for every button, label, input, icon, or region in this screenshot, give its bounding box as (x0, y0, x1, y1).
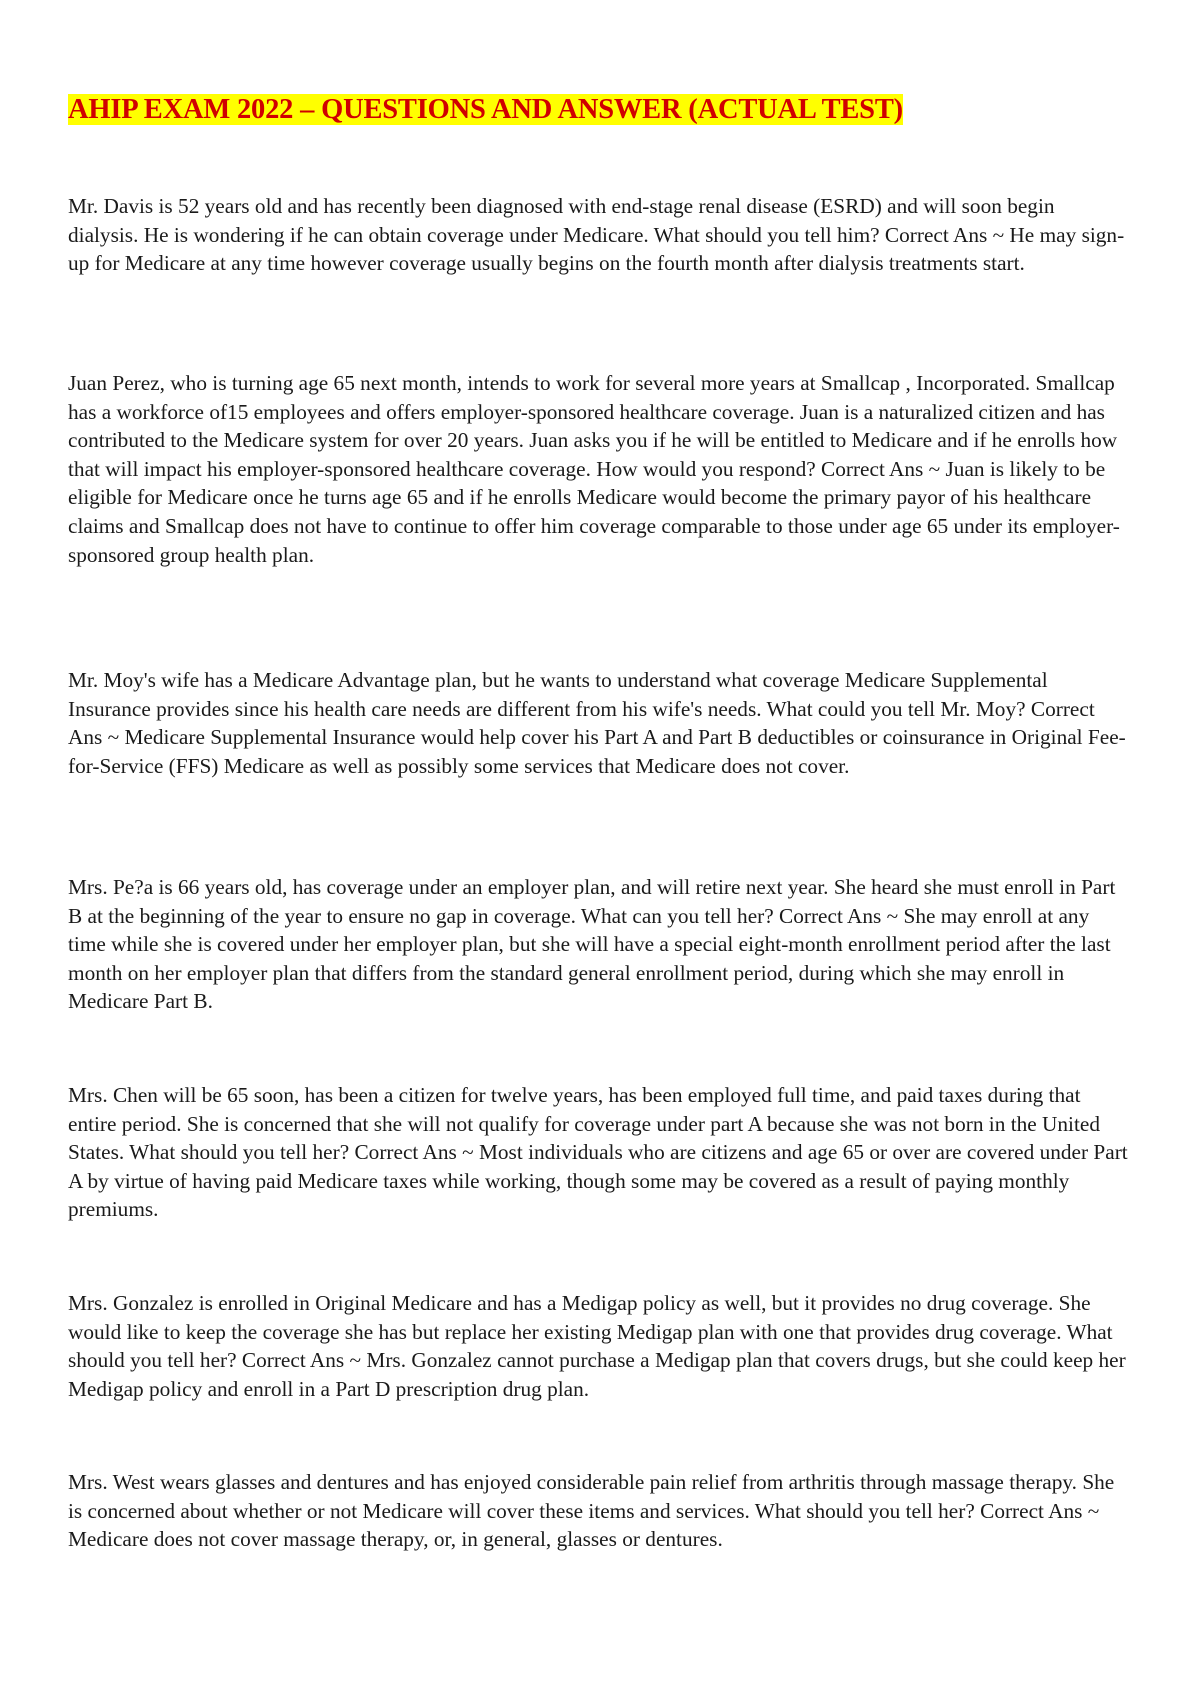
qa-item-perez: Juan Perez, who is turning age 65 next month, intends to work for several more years at Smallcap , Incorporated. Smallcap has a workforce of15 employees and offers employer-sponsored healthcare coverage. Juan is a naturalized citizen and has contributed to the Medicare system for over 20 years. Juan asks you if he will be entitled to Medicare and if he enrolls how that will impact his employer-sponsored healthcare coverage. How would you respond? Correct Ans ~ Juan is likely to be eligible for Medicare once he turns age 65 and if he enrolls Medicare would become the primary payor of his healthcare claims and Smallcap does not have to continue to offer him coverage comparable to those under age 65 under its employer-sponsored group health plan. (68, 371, 1120, 567)
qa-item-moy: Mr. Moy's wife has a Medicare Advantage plan, but he wants to understand what coverage Medicare Supplemental Insurance provides since his health care needs are different from his wife's needs. What could you tell Mr. Moy? Correct Ans ~ Medicare Supplemental Insurance would help cover his Part A and Part B deductibles or coinsurance in Original Fee-for-Service (FFS) Medicare as well as possibly some services that Medicare does not cover. (68, 668, 1126, 778)
qa-item-davis: Mr. Davis is 52 years old and has recently been diagnosed with end-stage renal disease (ESRD) and will soon begin dialysis. He is wondering if he can obtain coverage under Medicare. What should you tell him? Correct Ans ~ He may sign-up for Medicare at any time however coverage usually begins on the fourth month after dialysis treatments start. (68, 194, 1125, 276)
qa-item-west: Mrs. West wears glasses and dentures and has enjoyed considerable pain relief from arthritis through massage therapy. She is concerned about whether or not Medicare will cover these items and services. What should you tell her? Correct Ans ~ Medicare does not cover massage therapy, or, in general, glasses or dentures. (68, 1470, 1115, 1552)
qa-item-gonzalez: Mrs. Gonzalez is enrolled in Original Medicare and has a Medigap policy as well, but it provides no drug coverage. She would like to keep the coverage she has but replace her existing Medigap plan with one that provides drug coverage. What should you tell her? Correct Ans ~ Mrs. Gonzalez cannot purchase a Medigap plan that covers drugs, but she could keep her Medigap policy and enroll in a Part D prescription drug plan. (68, 1291, 1126, 1401)
qa-item-chen: Mrs. Chen will be 65 soon, has been a citizen for twelve years, has been employed full time, and paid taxes during that entire period. She is concerned that she will not qualify for coverage under part A because she was not born in the United States. What should you tell her? Correct Ans ~ Most individuals who are citizens and age 65 or over are covered under Part A by virtue of having paid Medicare taxes while working, though some may be covered as a result of paying monthly premiums. (68, 1083, 1128, 1222)
document-title: AHIP EXAM 2022 – QUESTIONS AND ANSWER (ACTUAL TEST) (68, 94, 903, 125)
qa-item-pena: Mrs. Pe?a is 66 years old, has coverage under an employer plan, and will retire next year. She heard she must enroll in Part B at the beginning of the year to ensure no gap in coverage. What can you tell her? Correct Ans ~ She may enroll at any time while she is covered under her employer plan, but she will have a special eight-month enrollment period after the last month on her employer plan that differs from the standard general enrollment period, during which she may enroll in Medicare Part B. (68, 875, 1116, 1014)
title-block (68, 92, 1128, 128)
